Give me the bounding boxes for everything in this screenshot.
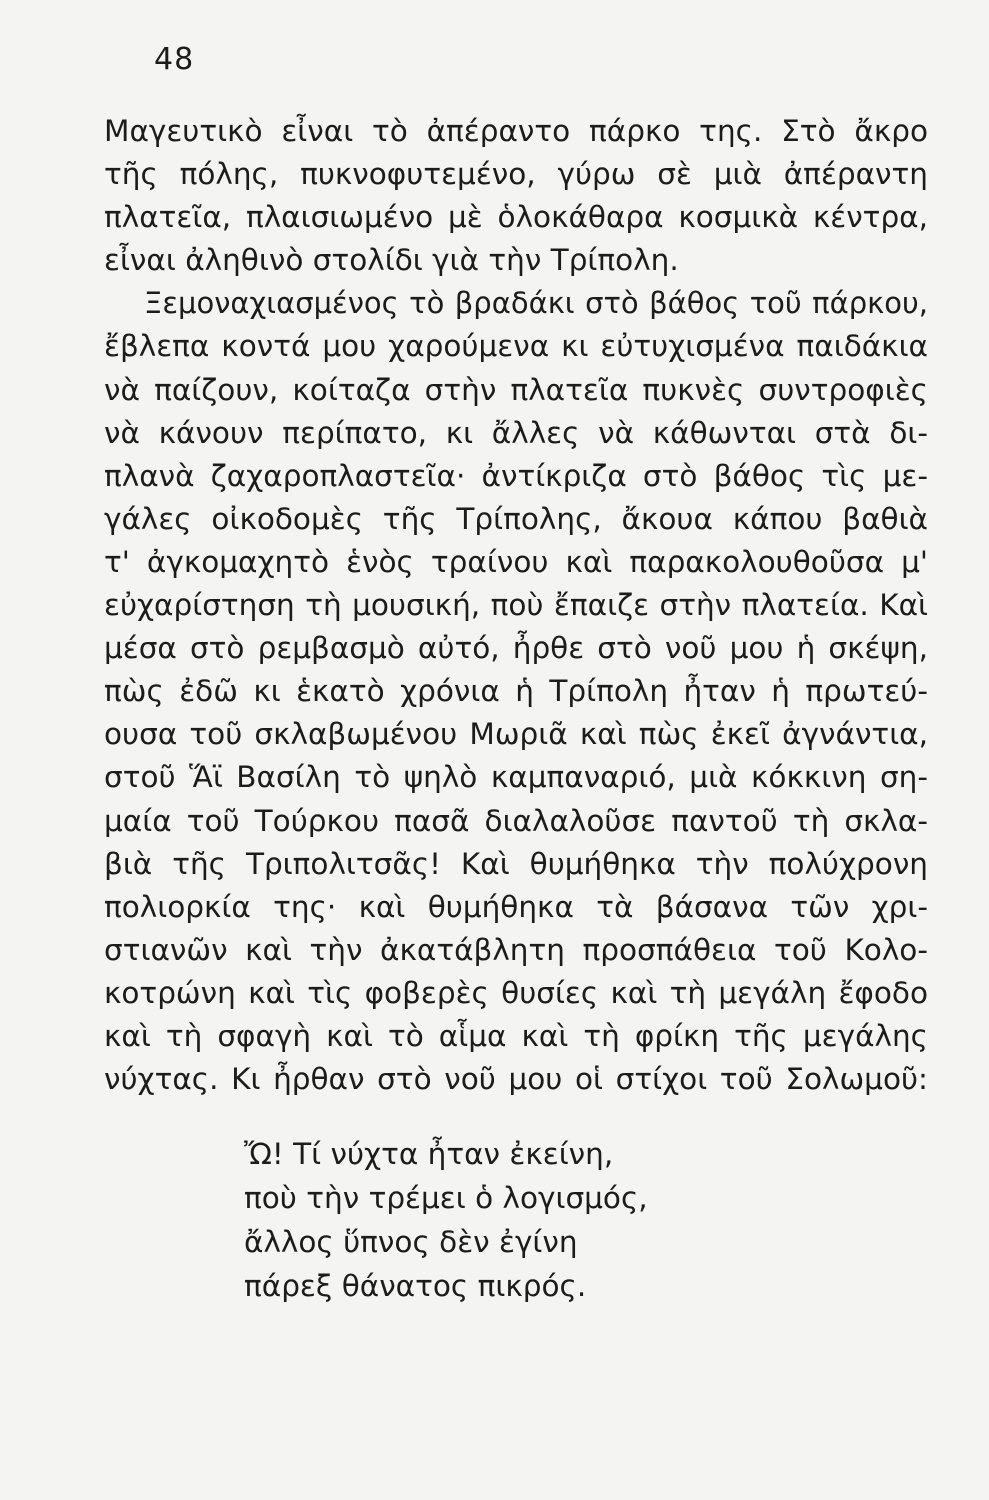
text-line: ουσα τοῦ σκλαβωμένου Μωριᾶ καὶ πὼς ἐκεῖ ἀγνάντια,	[104, 717, 928, 752]
text-line: νὰ κάνουν περίπατο, κι ἄλλες νὰ κάθωνται στὰ δι-	[104, 415, 928, 450]
text-line: νὰ παίζουν, κοίταζα στὴν πλατεῖα πυκνὲς συντροφιὲς	[104, 372, 928, 407]
body-text	[104, 110, 928, 1101]
poem-verse	[244, 1132, 648, 1308]
text-line: καὶ τὴ σφαγὴ καὶ τὸ αἷμα καὶ τὴ φρίκη τῆς μεγάλης	[104, 1018, 928, 1053]
text-line: τ' ἀγκομαχητὸ ἑνὸς τραίνου καὶ παρακολουθοῦσα μ'	[104, 544, 928, 579]
text-line: μέσα στὸ ρεμβασμὸ αὐτό, ἦρθε στὸ νοῦ μου ἡ σκέψη,	[104, 631, 928, 666]
verse-line: ἄλλος ὕπνος δὲν ἐγίνη	[244, 1225, 578, 1259]
text-line: στοῦ Ἅϊ Βασίλη τὸ ψηλὸ καμπαναριό, μιὰ κόκκινη ση-	[104, 760, 928, 795]
text-line: πὼς ἐδῶ κι ἑκατὸ χρόνια ἡ Τρίπολη ἦταν ἡ πρωτεύ-	[104, 674, 928, 709]
text-line: Μαγευτικὸ εἶναι τὸ ἀπέραντο πάρκο της. Στὸ ἄκρο	[104, 114, 928, 148]
text-line: μαία τοῦ Τούρκου πασᾶ διαλαλοῦσε παντοῦ τὴ σκλα-	[104, 803, 928, 838]
text-line: εὐχαρίστηση τὴ μουσική, ποὺ ἔπαιζε στὴν πλατεία. Καὶ	[104, 588, 928, 623]
verse-line: ποὺ τὴν τρέμει ὁ λογισμός,	[244, 1181, 648, 1215]
text-line: γάλες οἰκοδομὲς τῆς Τρίπολης, ἄκουα κάπου βαθιὰ	[104, 501, 928, 536]
text-line: πολιορκία της· καὶ θυμήθηκα τὰ βάσανα τῶν χρι-	[104, 889, 928, 924]
verse-line: Ὤ! Τί νύχτα ἦταν ἐκείνη,	[244, 1137, 614, 1171]
text-line: νύχτας. Κι ἦρθαν στὸ νοῦ μου οἱ στίχοι τοῦ Σολωμοῦ:	[104, 1062, 928, 1097]
text-line: ἔβλεπα κοντά μου χαρούμενα κι εὐτυχισμένα παιδάκια	[104, 329, 928, 364]
text-line: τῆς πόλης, πυκνοφυτεμένο, γύρω σὲ μιὰ ἀπέραντη	[104, 157, 928, 192]
text-line: πλατεῖα, πλαισιωμένο μὲ ὁλοκάθαρα κοσμικὰ κέντρα,	[104, 200, 928, 235]
text-line: κοτρώνη καὶ τὶς φοβερὲς θυσίες καὶ τὴ μεγάλη ἔφοδο	[104, 975, 928, 1010]
text-line: εἶναι ἀληθινὸ στολίδι γιὰ τὴν Τρίπολη.	[104, 243, 679, 278]
page-number: 48	[154, 42, 195, 77]
text-line: πλανὰ ζαχαροπλαστεῖα· ἀντίκριζα στὸ βάθος τὶς με-	[104, 458, 928, 493]
text-line: Ξεμοναχιασμένος τὸ βραδάκι στὸ βάθος τοῦ πάρκου,	[144, 286, 928, 321]
verse-line: πάρεξ θάνατος πικρός.	[244, 1269, 587, 1303]
text-line: στιανῶν καὶ τὴν ἀκατάβλητη προσπάθεια τοῦ Κολο-	[104, 932, 928, 967]
text-line: βιὰ τῆς Τριπολιτσᾶς! Καὶ θυμήθηκα τὴν πολύχρονη	[104, 846, 928, 881]
